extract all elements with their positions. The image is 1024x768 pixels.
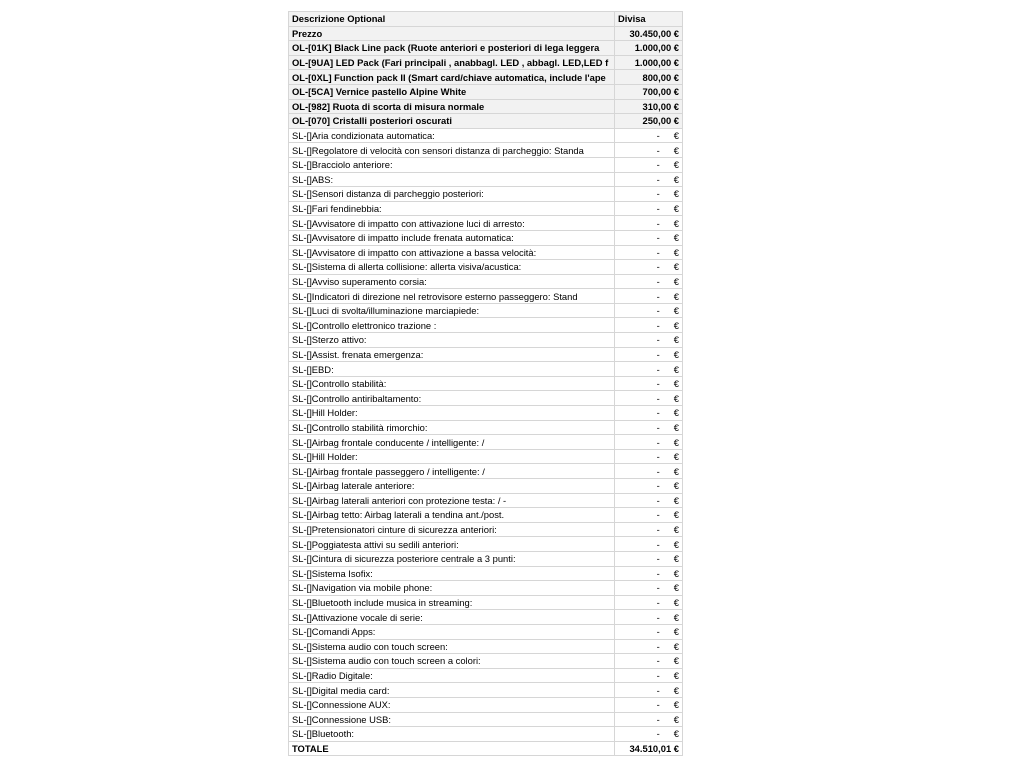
euro-symbol: € (673, 713, 679, 725)
standard-value (615, 391, 683, 406)
standard-row (289, 362, 683, 377)
standard-value (615, 128, 683, 143)
euro-symbol: € (673, 553, 679, 565)
optional-row (289, 41, 683, 56)
standard-value (615, 712, 683, 727)
euro-symbol: € (673, 655, 679, 667)
dash-value: - (656, 246, 660, 258)
standard-row (289, 522, 683, 537)
standard-label: SL-[]Comandi Apps: (289, 624, 615, 639)
standard-value (615, 654, 683, 669)
standard-label: SL-[]ABS: (289, 172, 615, 187)
standard-row (289, 260, 683, 275)
optional-value: 700,00 € (615, 84, 683, 99)
standard-label: SL-[]Airbag frontale conducente / intelligente: / (289, 435, 615, 450)
standard-label: SL-[]Regolatore di velocità con sensori distanza di parcheggio: Standa (289, 143, 615, 158)
dash-value: - (656, 480, 660, 492)
euro-symbol: € (673, 290, 679, 302)
header-row (289, 12, 683, 27)
euro-symbol: € (673, 597, 679, 609)
euro-symbol: € (673, 378, 679, 390)
euro-symbol: € (673, 159, 679, 171)
optional-label: OL-[982] Ruota di scorta di misura normale (289, 99, 615, 114)
standard-row (289, 172, 683, 187)
euro-symbol: € (673, 348, 679, 360)
standard-label: SL-[]Avvisatore di impatto include frenata automatica: (289, 230, 615, 245)
euro-symbol: € (673, 363, 679, 375)
euro-symbol: € (673, 130, 679, 142)
dash-value: - (656, 392, 660, 404)
euro-symbol: € (673, 217, 679, 229)
standard-row (289, 537, 683, 552)
standard-row (289, 318, 683, 333)
dash-value: - (656, 567, 660, 579)
euro-symbol: € (673, 465, 679, 477)
optional-label: OL-[070] Cristalli posteriori oscurati (289, 114, 615, 129)
optional-label: OL-[01K] Black Line pack (Ruote anteriori e posteriori di lega leggera (289, 41, 615, 56)
dash-value: - (656, 173, 660, 185)
standard-label: SL-[]Bluetooth include musica in streaming: (289, 595, 615, 610)
euro-symbol: € (673, 684, 679, 696)
header-currency: Divisa (615, 12, 683, 27)
standard-value (615, 201, 683, 216)
optional-value: 1.000,00 € (615, 41, 683, 56)
standard-label: SL-[]Bluetooth: (289, 727, 615, 742)
euro-symbol: € (673, 524, 679, 536)
standard-value (615, 479, 683, 494)
standard-value (615, 187, 683, 202)
euro-symbol: € (673, 436, 679, 448)
euro-symbol: € (673, 582, 679, 594)
standard-value (615, 522, 683, 537)
euro-symbol: € (673, 699, 679, 711)
standard-row (289, 449, 683, 464)
standard-value (615, 610, 683, 625)
dash-value: - (656, 290, 660, 302)
standard-value (615, 274, 683, 289)
standard-row (289, 376, 683, 391)
standard-label: SL-[]Aria condizionata automatica: (289, 128, 615, 143)
standard-value (615, 157, 683, 172)
standard-label: SL-[]Cintura di sicurezza posteriore centrale a 3 punti: (289, 551, 615, 566)
standard-label: SL-[]Controllo elettronico trazione : (289, 318, 615, 333)
standard-label: SL-[]Sistema audio con touch screen a colori: (289, 654, 615, 669)
standard-value (615, 318, 683, 333)
standard-label: SL-[]Sistema di allerta collisione: allerta visiva/acustica: (289, 260, 615, 275)
standard-value (615, 493, 683, 508)
standard-label: SL-[]Navigation via mobile phone: (289, 581, 615, 596)
standard-label: SL-[]Sistema Isofix: (289, 566, 615, 581)
standard-row (289, 245, 683, 260)
standard-label: SL-[]Hill Holder: (289, 406, 615, 421)
euro-symbol: € (673, 203, 679, 215)
euro-symbol: € (673, 538, 679, 550)
standard-label: SL-[]Avvisatore di impatto con attivazione a bassa velocità: (289, 245, 615, 260)
dash-value: - (656, 421, 660, 433)
euro-symbol: € (673, 407, 679, 419)
standard-value (615, 230, 683, 245)
standard-label: SL-[]Assist. frenata emergenza: (289, 347, 615, 362)
standard-value (615, 508, 683, 523)
euro-symbol: € (673, 188, 679, 200)
standard-label: SL-[]Bracciolo anteriore: (289, 157, 615, 172)
standard-row (289, 727, 683, 742)
standard-row (289, 391, 683, 406)
euro-symbol: € (673, 640, 679, 652)
dash-value: - (656, 378, 660, 390)
dash-value: - (656, 305, 660, 317)
euro-symbol: € (673, 305, 679, 317)
standard-row (289, 464, 683, 479)
euro-symbol: € (673, 319, 679, 331)
total-value: 34.510,01 € (615, 741, 683, 756)
dash-value: - (656, 611, 660, 623)
standard-row (289, 406, 683, 421)
optional-value: 800,00 € (615, 70, 683, 85)
dash-value: - (656, 348, 660, 360)
standard-value (615, 639, 683, 654)
dash-value: - (656, 363, 660, 375)
euro-symbol: € (673, 626, 679, 638)
standard-label: SL-[]Poggiatesta attivi su sedili anteriori: (289, 537, 615, 552)
standard-value (615, 566, 683, 581)
euro-symbol: € (673, 480, 679, 492)
optional-value: 250,00 € (615, 114, 683, 129)
standard-row (289, 333, 683, 348)
euro-symbol: € (673, 421, 679, 433)
standard-row (289, 157, 683, 172)
standard-row (289, 508, 683, 523)
dash-value: - (656, 451, 660, 463)
standard-value (615, 216, 683, 231)
standard-label: SL-[]Digital media card: (289, 683, 615, 698)
standard-row (289, 654, 683, 669)
header-description: Descrizione Optional (289, 12, 615, 27)
standard-label: SL-[]Avviso superamento corsia: (289, 274, 615, 289)
standard-label: SL-[]Connessione USB: (289, 712, 615, 727)
dash-value: - (656, 130, 660, 142)
dash-value: - (656, 407, 660, 419)
standard-value (615, 333, 683, 348)
dash-value: - (656, 640, 660, 652)
euro-symbol: € (673, 611, 679, 623)
standard-value (615, 449, 683, 464)
standard-value (615, 624, 683, 639)
standard-row (289, 143, 683, 158)
standard-label: SL-[]Sistema audio con touch screen: (289, 639, 615, 654)
standard-row (289, 289, 683, 304)
optional-row (289, 84, 683, 99)
standard-label: SL-[]Attivazione vocale di serie: (289, 610, 615, 625)
standard-row (289, 624, 683, 639)
standard-value (615, 464, 683, 479)
standard-label: SL-[]Controllo stabilità: (289, 376, 615, 391)
standard-label: SL-[]EBD: (289, 362, 615, 377)
optional-table (288, 11, 683, 756)
price-label: Prezzo (289, 26, 615, 41)
standard-label: SL-[]Indicatori di direzione nel retrovisore esterno passeggero: Stand (289, 289, 615, 304)
standard-row (289, 566, 683, 581)
standard-label: SL-[]Airbag tetto: Airbag laterali a tendina ant./post. (289, 508, 615, 523)
euro-symbol: € (673, 144, 679, 156)
standard-row (289, 712, 683, 727)
dash-value: - (656, 509, 660, 521)
standard-row (289, 187, 683, 202)
dash-value: - (656, 232, 660, 244)
standard-row (289, 668, 683, 683)
standard-label: SL-[]Avvisatore di impatto con attivazione luci di arresto: (289, 216, 615, 231)
dash-value: - (656, 203, 660, 215)
standard-value (615, 537, 683, 552)
euro-symbol: € (673, 246, 679, 258)
dash-value: - (656, 334, 660, 346)
standard-value (615, 420, 683, 435)
standard-row (289, 683, 683, 698)
dash-value: - (656, 261, 660, 273)
euro-symbol: € (673, 232, 679, 244)
standard-value (615, 303, 683, 318)
standard-row (289, 420, 683, 435)
standard-row (289, 595, 683, 610)
standard-row (289, 479, 683, 494)
euro-symbol: € (673, 392, 679, 404)
total-row (289, 741, 683, 756)
dash-value: - (656, 597, 660, 609)
standard-value (615, 727, 683, 742)
dash-value: - (656, 699, 660, 711)
standard-value (615, 551, 683, 566)
standard-value (615, 289, 683, 304)
standard-row (289, 697, 683, 712)
standard-row (289, 610, 683, 625)
standard-label: SL-[]Airbag laterali anteriori con protezione testa: / - (289, 493, 615, 508)
standard-value (615, 683, 683, 698)
euro-symbol: € (673, 261, 679, 273)
price-row (289, 26, 683, 41)
standard-label: SL-[]Airbag frontale passeggero / intelligente: / (289, 464, 615, 479)
standard-row (289, 274, 683, 289)
dash-value: - (656, 684, 660, 696)
standard-row (289, 493, 683, 508)
standard-value (615, 376, 683, 391)
standard-row (289, 303, 683, 318)
optional-row (289, 114, 683, 129)
standard-row (289, 201, 683, 216)
euro-symbol: € (673, 451, 679, 463)
dash-value: - (656, 144, 660, 156)
dash-value: - (656, 524, 660, 536)
dash-value: - (656, 465, 660, 477)
dash-value: - (656, 553, 660, 565)
optional-row (289, 70, 683, 85)
standard-value (615, 245, 683, 260)
euro-symbol: € (673, 173, 679, 185)
optional-label: OL-[0XL] Function pack II (Smart card/chiave automatica, include l'ape (289, 70, 615, 85)
standard-label: SL-[]Controllo antiribaltamento: (289, 391, 615, 406)
dash-value: - (656, 494, 660, 506)
standard-value (615, 697, 683, 712)
dash-value: - (656, 275, 660, 287)
optional-value: 1.000,00 € (615, 55, 683, 70)
standard-value (615, 581, 683, 596)
dash-value: - (656, 728, 660, 740)
dash-value: - (656, 159, 660, 171)
standard-value (615, 172, 683, 187)
dash-value: - (656, 670, 660, 682)
standard-value (615, 143, 683, 158)
total-label: TOTALE (289, 741, 615, 756)
standard-row (289, 639, 683, 654)
dash-value: - (656, 626, 660, 638)
standard-value (615, 362, 683, 377)
optional-row (289, 55, 683, 70)
euro-symbol: € (673, 494, 679, 506)
optional-label: OL-[5CA] Vernice pastello Alpine White (289, 84, 615, 99)
standard-label: SL-[]Fari fendinebbia: (289, 201, 615, 216)
standard-value (615, 668, 683, 683)
optional-label: OL-[9UA] LED Pack (Fari principali , anabbagl. LED , abbagl. LED,LED f (289, 55, 615, 70)
standard-row (289, 581, 683, 596)
dash-value: - (656, 582, 660, 594)
standard-value (615, 435, 683, 450)
standard-row (289, 128, 683, 143)
euro-symbol: € (673, 567, 679, 579)
price-value: 30.450,00 € (615, 26, 683, 41)
standard-row (289, 216, 683, 231)
standard-label: SL-[]Sensori distanza di parcheggio posteriori: (289, 187, 615, 202)
dash-value: - (656, 713, 660, 725)
standard-label: SL-[]Pretensionatori cinture di sicurezza anteriori: (289, 522, 615, 537)
optional-row (289, 99, 683, 114)
standard-label: SL-[]Luci di svolta/illuminazione marciapiede: (289, 303, 615, 318)
dash-value: - (656, 655, 660, 667)
standard-row (289, 551, 683, 566)
euro-symbol: € (673, 670, 679, 682)
standard-value (615, 347, 683, 362)
standard-row (289, 347, 683, 362)
standard-label: SL-[]Controllo stabilità rimorchio: (289, 420, 615, 435)
dash-value: - (656, 538, 660, 550)
standard-row (289, 230, 683, 245)
standard-label: SL-[]Radio Digitale: (289, 668, 615, 683)
optional-value: 310,00 € (615, 99, 683, 114)
euro-symbol: € (673, 275, 679, 287)
dash-value: - (656, 436, 660, 448)
dash-value: - (656, 319, 660, 331)
standard-value (615, 260, 683, 275)
euro-symbol: € (673, 728, 679, 740)
dash-value: - (656, 217, 660, 229)
standard-value (615, 595, 683, 610)
standard-label: SL-[]Sterzo attivo: (289, 333, 615, 348)
standard-value (615, 406, 683, 421)
euro-symbol: € (673, 509, 679, 521)
standard-row (289, 435, 683, 450)
standard-label: SL-[]Hill Holder: (289, 449, 615, 464)
standard-label: SL-[]Airbag laterale anteriore: (289, 479, 615, 494)
dash-value: - (656, 188, 660, 200)
standard-label: SL-[]Connessione AUX: (289, 697, 615, 712)
euro-symbol: € (673, 334, 679, 346)
